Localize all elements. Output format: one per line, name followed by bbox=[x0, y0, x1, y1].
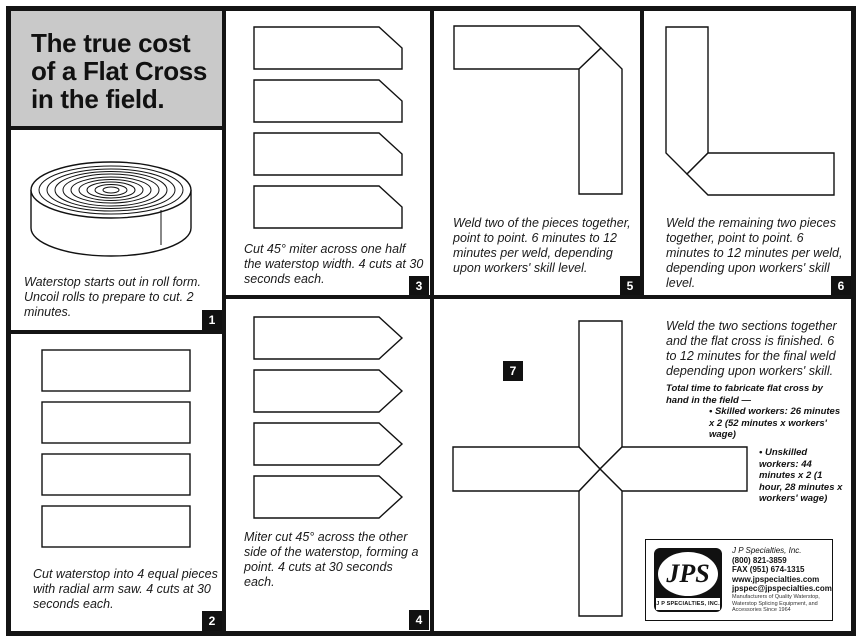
step-6-caption: Weld the remaining two pieces together, point to point. 6 minutes to 12 minutes per weld, depending upon workers' skill level. bbox=[666, 216, 843, 290]
page-title: The true cost of a Flat Cross in the field. bbox=[31, 28, 208, 114]
company-phone: (800) 821-3859 bbox=[732, 555, 787, 565]
company-info-box bbox=[645, 539, 833, 621]
step-4-number: 4 bbox=[409, 610, 429, 630]
step-5-number: 5 bbox=[620, 276, 640, 295]
step-4-caption: Miter cut 45° across the other side of the waterstop, forming a point. 4 cuts at 30 seconds each. bbox=[244, 530, 419, 589]
company-website: www.jpspecialties.com bbox=[732, 574, 820, 584]
step-6-number: 6 bbox=[831, 276, 851, 295]
skilled-workers-total: • Skilled workers: 26 minutes x 2 (52 minutes x workers' wage) bbox=[709, 406, 841, 440]
step-5-panel bbox=[434, 11, 640, 295]
infographic-frame bbox=[6, 6, 856, 636]
step-7-panel bbox=[434, 299, 851, 631]
step-2-panel bbox=[11, 334, 222, 631]
step-1-panel bbox=[11, 130, 222, 330]
step-4-panel bbox=[226, 299, 430, 631]
jps-logo-band: J P SPECIALTIES, INC. bbox=[656, 598, 720, 610]
company-contact bbox=[732, 546, 832, 594]
unskilled-workers-total: • Unskilled workers: 44 minutes x 2 (1 hour, 28 minutes x workers' wage) bbox=[759, 447, 843, 504]
step-1-number: 1 bbox=[202, 310, 222, 330]
step-2-caption: Cut waterstop into 4 equal pieces with radial arm saw. 4 cuts at 30 seconds each. bbox=[33, 567, 218, 611]
company-email: jpspec@jpspecialties.com bbox=[732, 584, 832, 594]
company-tagline: Manufacturers of Quality Waterstop, Waterstop Splicing Equipment, and Accessories Since 1964 bbox=[732, 594, 820, 614]
company-name: J P Specialties, Inc. bbox=[732, 546, 802, 555]
jps-logo bbox=[654, 548, 722, 612]
title-panel bbox=[11, 11, 222, 126]
step-2-number: 2 bbox=[202, 611, 222, 631]
step-1-caption: Waterstop starts out in roll form. Uncoil rolls to prepare to cut. 2 minutes. bbox=[24, 275, 201, 319]
step-3-caption: Cut 45° miter across one half the waterstop width. 4 cuts at 30 seconds each. bbox=[244, 242, 424, 286]
total-time-heading: Total time to fabricate flat cross by hand in the field — bbox=[666, 383, 823, 406]
company-fax: FAX (951) 674-1315 bbox=[732, 565, 805, 575]
jps-logo-text: JPS bbox=[658, 552, 718, 596]
step-6-panel bbox=[644, 11, 851, 295]
step-3-panel bbox=[226, 11, 430, 295]
step-7-number: 7 bbox=[503, 361, 523, 381]
step-3-number: 3 bbox=[409, 276, 429, 295]
step-7-caption: Weld the two sections together and the flat cross is finished. 6 to 12 minutes for the final weld depending upon workers' skill. bbox=[666, 319, 837, 378]
step-5-caption: Weld two of the pieces together, point to point. 6 minutes to 12 minutes per weld, depending upon workers' skill level. bbox=[453, 216, 631, 275]
